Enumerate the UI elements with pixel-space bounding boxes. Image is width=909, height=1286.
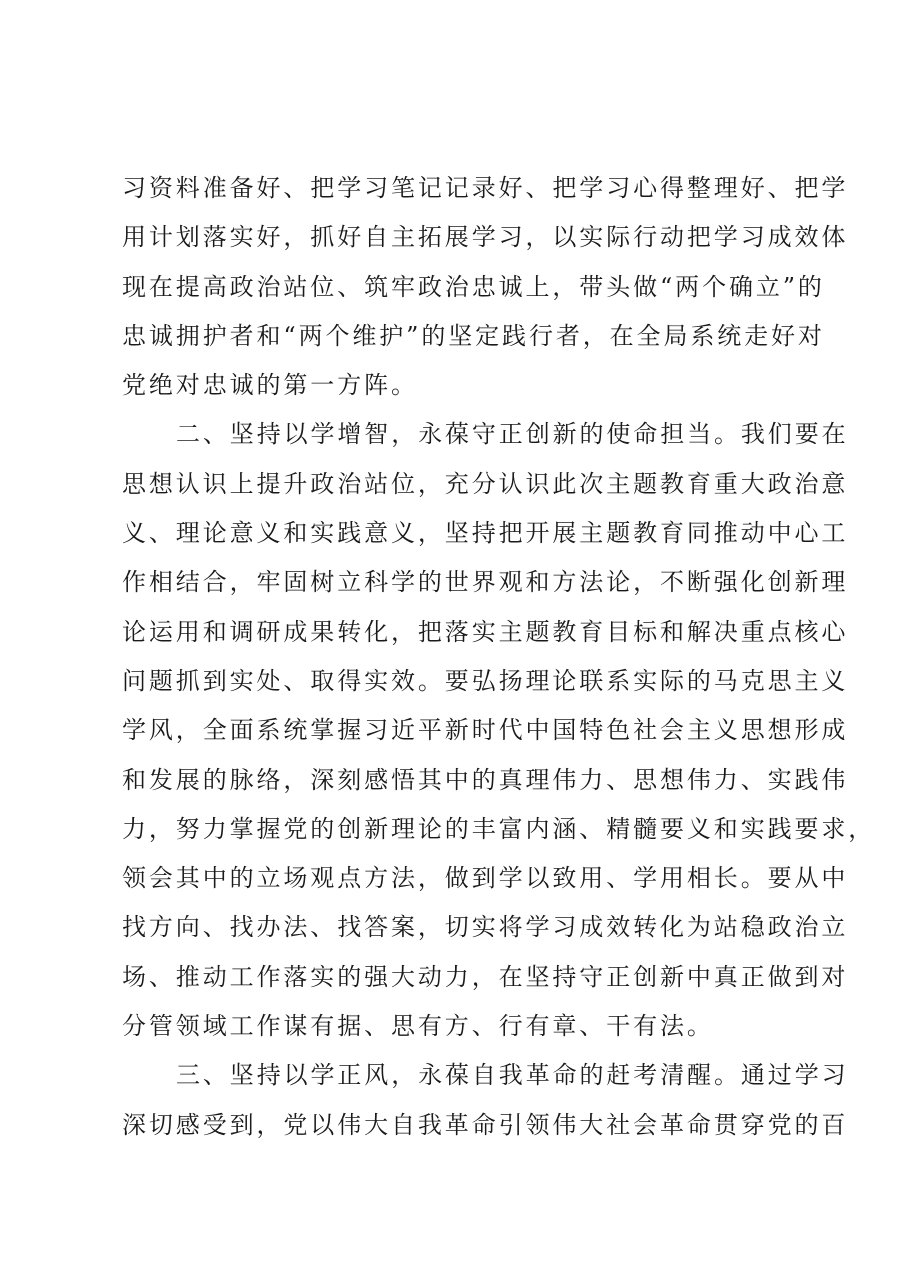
text-line: 二、坚持以学增智，永葆守正创新的使命担当。我们要在 [176, 420, 849, 449]
text-line: 深切感受到，党以伟大自我革命引领伟大社会革命贯穿党的百 [122, 1110, 849, 1139]
text-line: 用计划落实好，抓好自主拓展学习，以实际行动把学习成效体 [122, 223, 849, 252]
paragraph-section-two [122, 410, 876, 1051]
document-body [122, 164, 876, 1150]
text-line: 忠诚拥护者和“两个维护”的坚定践行者，在全局系统走好对 [122, 321, 825, 350]
text-line: 和发展的脉络，深刻感悟其中的真理伟力、思想伟力、实践伟 [122, 765, 849, 794]
paragraph-section-three [122, 1051, 849, 1150]
paragraph-continuation [122, 164, 849, 410]
text-line: 现在提高政治站位、筑牢政治忠诚上，带头做“两个确立”的 [122, 272, 825, 301]
text-line: 论运用和调研成果转化，把落实主题教育目标和解决重点核心 [122, 617, 849, 646]
text-line: 义、理论意义和实践意义，坚持把开展主题教育同推动中心工 [122, 519, 849, 548]
text-line: 找方向、找办法、找答案，切实将学习成效转化为站稳政治立 [122, 913, 849, 942]
text-line: 习资料准备好、把学习笔记记录好、把学习心得整理好、把学 [122, 174, 849, 202]
text-line: 场、推动工作落实的强大动力，在坚持守正创新中真正做到对 [122, 962, 849, 991]
text-line: 问题抓到实处、取得实效。要弘扬理论联系实际的马克思主义 [122, 666, 849, 695]
text-line: 作相结合，牢固树立科学的世界观和方法论，不断强化创新理 [122, 568, 849, 597]
text-line: 思想认识上提升政治站位，充分认识此次主题教育重大政治意 [122, 469, 849, 498]
text-line: 领会其中的立场观点方法，做到学以致用、学用相长。要从中 [122, 864, 849, 893]
text-line: 三、坚持以学正风，永葆自我革命的赶考清醒。通过学习 [176, 1061, 849, 1090]
text-line: 党绝对忠诚的第一方阵。 [122, 371, 418, 400]
text-line: 力，努力掌握党的创新理论的丰富内涵、精髓要义和实践要求， [122, 814, 876, 843]
text-line: 分管领域工作谋有据、思有方、行有章、干有法。 [122, 1012, 714, 1041]
text-line: 学风，全面系统掌握习近平新时代中国特色社会主义思想形成 [122, 716, 849, 745]
